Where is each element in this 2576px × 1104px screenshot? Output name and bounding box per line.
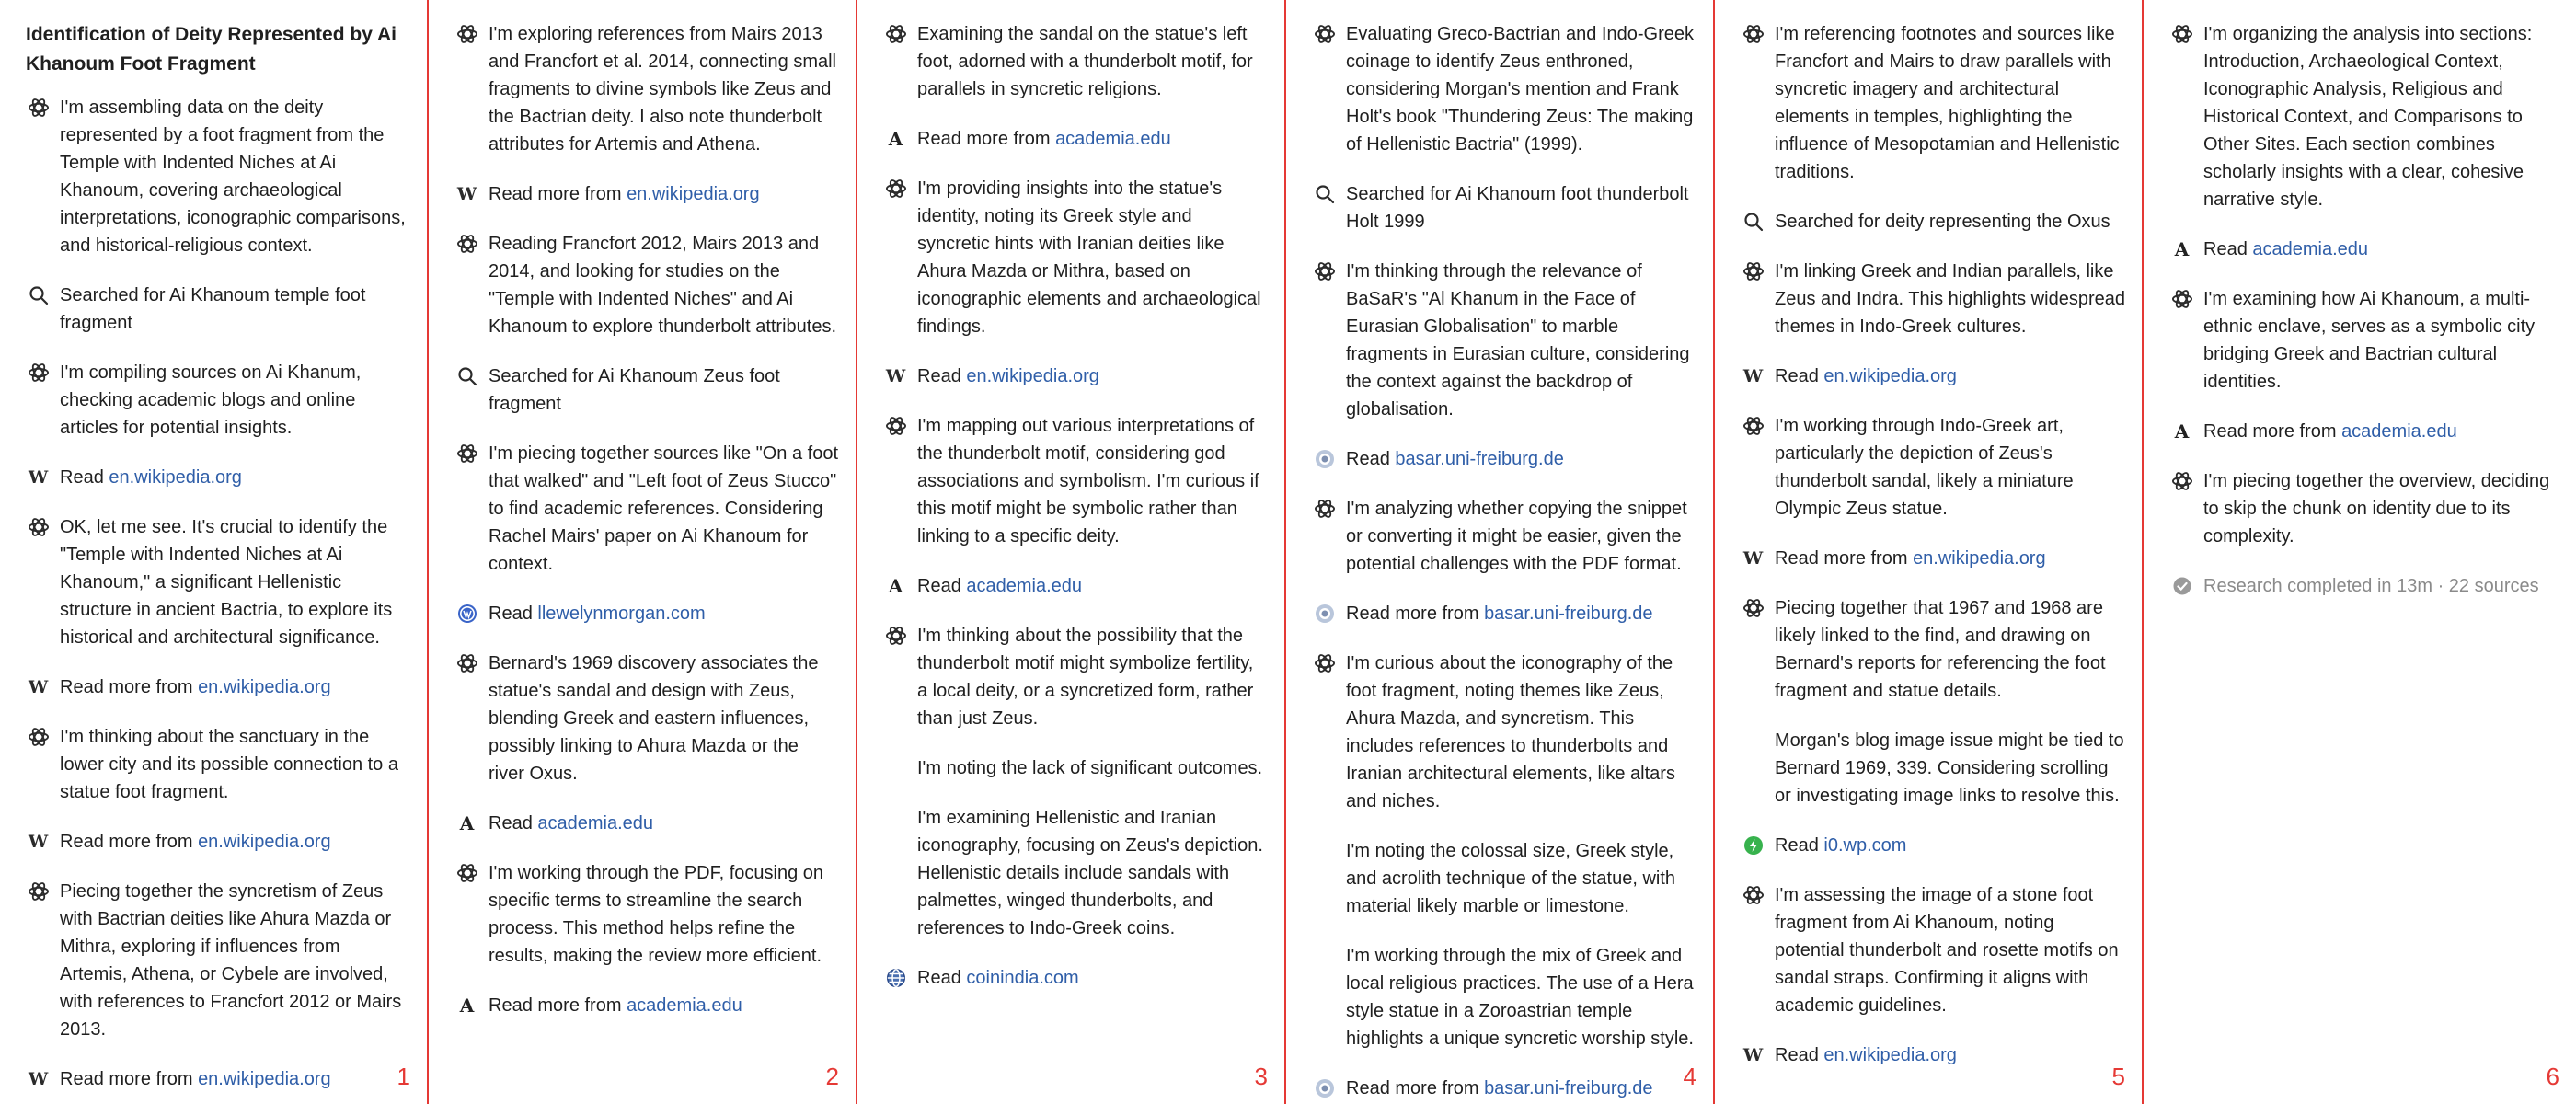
completion-text: Research completed in 13m · 22 sources	[2203, 576, 2539, 596]
read-prefix: Read more from	[60, 677, 193, 697]
entry-text: Morgan's blog image issue might be tied to Bernard 1969, 339. Considering scrolling or investigating image links to resolve this.	[1775, 730, 2124, 806]
source-read-step[interactable]	[1741, 832, 2125, 859]
wikipedia-icon: W	[1742, 1044, 1764, 1065]
openai-logo-icon	[1741, 882, 1765, 907]
openai-logo-icon	[454, 441, 479, 466]
source-read-step[interactable]	[1741, 1041, 2125, 1069]
source-read-text	[60, 828, 331, 856]
thought-step	[454, 230, 839, 340]
thought-step	[1741, 20, 2125, 186]
source-read-text	[489, 992, 742, 1019]
column-number: 2	[825, 1063, 839, 1090]
source-read-text	[2203, 236, 2368, 263]
source-link[interactable]: en.wikipedia.org	[198, 832, 331, 852]
entry-text: OK, let me see. It's crucial to identify the "Temple with Indented Niches at Ai Khanoum," a significant Hellenistic structure in ancient Bactria, to explore its historical and architectural significance.	[60, 517, 393, 648]
entry-text: I'm assembling data on the deity represented by a foot fragment from the Temple with Indented Niches at Ai Khanoum, covering archaeological interpretations, iconographic comparisons, and historical-religious context.	[60, 98, 406, 256]
entry-text: Searched for Ai Khanoum Zeus foot fragment	[489, 366, 780, 414]
source-read-step[interactable]	[454, 992, 839, 1019]
wikipedia-icon: W	[1742, 365, 1764, 386]
entry-text: Evaluating Greco-Bactrian and Indo-Greek coinage to identify Zeus enthroned, considering Morgan's mention and Frank Holt's book "Thundering Zeus: The making of Hellenistic Bactria" (1999).	[1346, 24, 1694, 155]
thought-step	[1741, 258, 2125, 340]
source-read-step[interactable]	[1741, 545, 2125, 572]
openai-logo-icon	[26, 724, 51, 749]
entry-text: I'm compiling sources on Ai Khanum, checking academic blogs and online articles for potential insights.	[60, 362, 362, 438]
thought-step	[1312, 20, 1696, 158]
read-prefix: Read more from	[2203, 421, 2337, 442]
source-read-step[interactable]	[26, 673, 410, 701]
source-read-text	[1346, 445, 1564, 473]
entry-text: I'm piecing together the overview, deciding to skip the chunk on identity due to its complexity.	[2203, 471, 2550, 546]
read-prefix: Read	[489, 604, 533, 624]
log-column-6	[2144, 0, 2576, 1104]
thought-step	[26, 723, 410, 806]
openai-logo-icon	[26, 360, 51, 385]
source-read-text	[489, 810, 653, 837]
thought-step	[1312, 650, 1696, 815]
source-read-step[interactable]	[26, 828, 410, 856]
thought-step	[2169, 285, 2559, 396]
thought-step	[2169, 20, 2559, 213]
entry-text: I'm working through the PDF, focusing on specific terms to streamline the search process. This method helps refine the results, making the review more efficient.	[489, 863, 824, 966]
source-read-step[interactable]	[1312, 445, 1696, 473]
openai-logo-icon	[454, 650, 479, 675]
source-link[interactable]: en.wikipedia.org	[1913, 548, 2046, 569]
source-read-step[interactable]	[2169, 418, 2559, 445]
entry-text: I'm curious about the iconography of the foot fragment, noting themes like Zeus, Ahura Mazda, and syncretism. This includes references to thunderbolts and Iranian architectural elements, like altars and niches.	[1346, 653, 1675, 811]
source-link[interactable]: en.wikipedia.org	[198, 1069, 331, 1089]
read-prefix: Read more from	[1346, 604, 1479, 624]
search-step	[26, 282, 410, 337]
read-prefix: Read	[917, 366, 961, 386]
thought-step	[883, 175, 1268, 340]
thought-continuation	[917, 804, 1268, 942]
search-step	[1312, 180, 1696, 236]
academia-icon: A	[888, 574, 903, 597]
search-icon	[1312, 181, 1337, 206]
column-number: 1	[397, 1063, 410, 1090]
read-prefix: Read	[1775, 366, 1819, 386]
entry-text: I'm referencing footnotes and sources like Francfort and Mairs to draw parallels with syncretic imagery and architectural elements in temples, highlighting the influence of Mesopotamian and Hellenistic traditions.	[1775, 24, 2120, 182]
source-read-step[interactable]	[26, 1065, 410, 1093]
source-read-step[interactable]	[454, 180, 839, 208]
thought-step	[1741, 881, 2125, 1019]
openai-logo-icon	[454, 21, 479, 46]
thought-step	[454, 650, 839, 788]
openai-logo-icon	[1741, 259, 1765, 283]
thought-step	[26, 359, 410, 442]
source-read-text	[60, 1065, 331, 1093]
thought-continuation	[1346, 942, 1696, 1052]
academia-icon: A	[2174, 420, 2190, 443]
thought-step	[26, 878, 410, 1043]
openai-logo-icon	[26, 514, 51, 539]
entry-text: I'm working through Indo-Greek art, particularly the depiction of Zeus's thunderbolt sandal, likely a miniature Olympic Zeus statue.	[1775, 416, 2074, 519]
read-prefix: Read	[1775, 1045, 1819, 1065]
entry-text: Searched for Ai Khanoum foot thunderbolt Holt 1999	[1346, 184, 1689, 232]
thought-step	[1741, 594, 2125, 705]
read-prefix: Read more from	[1346, 1078, 1479, 1098]
read-prefix: Read	[60, 467, 104, 488]
thought-step	[2169, 467, 2559, 550]
thought-step	[1741, 412, 2125, 523]
entry-text: I'm exploring references from Mairs 2013 and Francfort et al. 2014, connecting small fragments to divine symbols like Zeus and the Bactrian deity. I also note thunderbolt attributes for Artemis and Athena.	[489, 24, 836, 155]
source-link[interactable]: basar.uni-freiburg.de	[1484, 604, 1653, 624]
source-read-step[interactable]	[883, 362, 1268, 390]
log-column-3	[857, 0, 1286, 1104]
university-favicon-icon	[1312, 446, 1337, 471]
openai-logo-icon	[26, 879, 51, 903]
log-column-4	[1286, 0, 1715, 1104]
thought-step	[454, 859, 839, 970]
entry-text: Searched for Ai Khanoum temple foot fragment	[60, 285, 366, 333]
log-column-1	[0, 0, 429, 1104]
source-link[interactable]: i0.wp.com	[1823, 835, 1907, 856]
openai-logo-icon	[883, 623, 908, 648]
entry-text: I'm mapping out various interpretations of the thunderbolt motif, considering god associations and symbolism. I'm curious if this motif might be symbolic rather than linking to a specific deity.	[917, 416, 1259, 546]
source-link[interactable]: en.wikipedia.org	[198, 677, 331, 697]
wordpress-icon	[454, 601, 479, 626]
entry-text: Searched for deity representing the Oxus	[1775, 212, 2110, 232]
thought-step	[883, 20, 1268, 103]
check-circle-icon	[2169, 573, 2194, 598]
entry-text: I'm working through the mix of Greek and local religious practices. The use of a Hera style statue in a Zoroastrian temple highlights a unique syncretic worship style.	[1346, 946, 1694, 1049]
entry-text: I'm examining how Ai Khanoum, a multi-ethnic enclave, serves as a symbolic city bridging Greek and Bactrian cultural identities.	[2203, 289, 2536, 392]
entry-text: I'm thinking about the sanctuary in the lower city and its possible connection to a statue foot fragment.	[60, 727, 398, 802]
source-read-text	[1346, 1075, 1653, 1102]
source-link[interactable]: basar.uni-freiburg.de	[1395, 449, 1564, 469]
source-link[interactable]: en.wikipedia.org	[1823, 366, 1957, 386]
read-prefix: Read	[1775, 835, 1819, 856]
source-read-step[interactable]	[2169, 236, 2559, 263]
entry-text: I'm providing insights into the statue's identity, noting its Greek style and syncretic hints with Iranian deities like Ahura Mazda or Mithra, based on iconographic elements and archaeological findings.	[917, 178, 1261, 337]
column-number: 4	[1683, 1063, 1696, 1090]
thought-step	[454, 440, 839, 578]
read-prefix: Read more from	[60, 832, 193, 852]
thought-step	[883, 412, 1268, 550]
wikipedia-icon: W	[885, 365, 906, 386]
entry-text: I'm thinking through the relevance of BaSaR's "Al Khanum in the Face of Eurasian Globalisation" to marble fragments in Eurasian culture, considering the context against the backdrop of globalisation.	[1346, 261, 1690, 420]
source-link[interactable]: academia.edu	[966, 576, 1083, 596]
source-read-text	[1775, 1041, 1957, 1069]
wikipedia-icon: W	[28, 1068, 49, 1089]
entry-text: I'm piecing together sources like "On a foot that walked" and "Left foot of Zeus Stucco" to find academic references. Considering Rachel Mairs' paper on Ai Khanoum for context.	[489, 443, 838, 574]
read-prefix: Read	[1346, 449, 1390, 469]
source-read-text	[1346, 600, 1653, 627]
openai-logo-icon	[1741, 21, 1765, 46]
entry-text: Examining the sandal on the statue's left foot, adorned with a thunderbolt motif, for parallels in syncretic religions.	[917, 24, 1253, 99]
wikipedia-icon: W	[28, 676, 49, 697]
source-read-step[interactable]	[883, 964, 1268, 992]
source-read-text	[489, 600, 706, 627]
openai-logo-icon	[26, 95, 51, 120]
source-link[interactable]: academia.edu	[627, 995, 742, 1016]
entry-text: I'm organizing the analysis into sections: Introduction, Archaeological Context, Iconographic Analysis, Religious and Historical Context, and Comparisons to Other Sites. Each section combines scholarly insights with a clear, cohesive narrative style.	[2203, 24, 2533, 210]
entry-text: I'm linking Greek and Indian parallels, like Zeus and Indra. This highlights widespread themes in Indo-Greek cultures.	[1775, 261, 2125, 337]
source-read-step[interactable]	[454, 600, 839, 627]
read-prefix: Read	[2203, 239, 2248, 259]
entry-text: Bernard's 1969 discovery associates the statue's sandal and design with Zeus, blending Greek and eastern influences, possibly linking to Ahura Mazda or the river Oxus.	[489, 653, 819, 784]
source-link[interactable]: academia.edu	[2341, 421, 2457, 442]
column-number: 5	[2111, 1063, 2125, 1090]
entry-text: I'm analyzing whether copying the snippet or converting it might be easier, given the potential challenges with the PDF format.	[1346, 499, 1687, 574]
column-number: 3	[1254, 1063, 1268, 1090]
thought-step	[1312, 258, 1696, 423]
openai-logo-icon	[1312, 21, 1337, 46]
openai-logo-icon	[2169, 286, 2194, 311]
search-step	[1741, 208, 2125, 236]
source-read-step[interactable]	[883, 572, 1268, 600]
wikipedia-icon: W	[28, 466, 49, 488]
read-prefix: Read more from	[1775, 548, 1908, 569]
source-link[interactable]: en.wikipedia.org	[1823, 1045, 1957, 1065]
entry-text: I'm noting the colossal size, Greek style, and acrolith technique of the statue, with material likely marble or limestone.	[1346, 841, 1676, 916]
read-prefix: Read more from	[917, 129, 1051, 149]
read-prefix: Read more from	[489, 995, 622, 1016]
entry-text: I'm noting the lack of significant outcomes.	[917, 758, 1263, 778]
wikipedia-icon: W	[28, 831, 49, 852]
thought-step	[26, 513, 410, 651]
source-read-step[interactable]	[1312, 600, 1696, 627]
source-read-text	[1775, 362, 1957, 390]
entry-text: I'm examining Hellenistic and Iranian iconography, focusing on Zeus's depiction. Hellenistic details include sandals with palmettes, winged thunderbolts, and references to Indo-Greek coins.	[917, 808, 1263, 938]
source-read-text	[917, 964, 1079, 992]
thought-continuation	[1346, 837, 1696, 920]
wp-favicon-icon	[1741, 833, 1765, 857]
thought-continuation	[1775, 727, 2125, 810]
thought-step	[454, 20, 839, 158]
openai-logo-icon	[454, 231, 479, 256]
source-read-text	[917, 362, 1099, 390]
read-prefix: Read more from	[489, 184, 622, 204]
wikipedia-icon: W	[1742, 547, 1764, 569]
university-favicon-icon	[1312, 601, 1337, 626]
source-link[interactable]: llewelynmorgan.com	[537, 604, 706, 624]
source-link[interactable]: en.wikipedia.org	[109, 467, 242, 488]
entry-text: I'm assessing the image of a stone foot fragment from Ai Khanoum, noting potential thunderbolt and rosette motifs on sandal straps. Confirming it aligns with academic guidelines.	[1775, 885, 2119, 1016]
source-read-text	[60, 673, 331, 701]
source-link[interactable]: en.wikipedia.org	[966, 366, 1099, 386]
column-number: 6	[2546, 1063, 2559, 1090]
log-column-2	[429, 0, 857, 1104]
search-icon	[454, 363, 479, 388]
source-link[interactable]: en.wikipedia.org	[627, 184, 760, 204]
source-read-text	[489, 180, 760, 208]
academia-icon: A	[2174, 237, 2190, 260]
entry-text: Reading Francfort 2012, Mairs 2013 and 2014, and looking for studies on the "Temple with Indented Niches" and Ai Khanoum to explore thunderbolt attributes.	[489, 234, 837, 337]
openai-logo-icon	[2169, 21, 2194, 46]
wikipedia-icon: W	[456, 183, 477, 204]
openai-logo-icon	[1741, 595, 1765, 620]
source-link[interactable]: academia.edu	[2252, 239, 2369, 259]
search-step	[454, 362, 839, 418]
read-prefix: Read	[917, 968, 961, 988]
openai-logo-icon	[454, 860, 479, 885]
thought-step	[1312, 495, 1696, 578]
source-read-step[interactable]	[1312, 1075, 1696, 1102]
source-read-step[interactable]	[454, 810, 839, 837]
thought-step	[26, 94, 410, 259]
openai-logo-icon	[1741, 413, 1765, 438]
openai-logo-icon	[883, 21, 908, 46]
source-read-text	[1775, 545, 2046, 572]
openai-logo-icon	[883, 413, 908, 438]
source-read-text	[917, 125, 1171, 153]
openai-logo-icon	[883, 176, 908, 201]
page-title: Identification of Deity Represented by Ai Khanoum Foot Fragment	[26, 24, 397, 75]
read-prefix: Read more from	[60, 1069, 193, 1089]
entry-text: Piecing together the syncretism of Zeus with Bactrian deities like Ahura Mazda or Mithra, exploring if influences from Artemis, Athena, or Cybele are involved, with references to Francfort 2012 or Mairs 2013.	[60, 881, 402, 1040]
source-read-text	[917, 572, 1082, 600]
openai-logo-icon	[1312, 259, 1337, 283]
thought-step	[883, 622, 1268, 732]
academia-icon: A	[459, 811, 475, 834]
academia-icon: A	[459, 994, 475, 1017]
search-icon	[1741, 209, 1765, 234]
source-link[interactable]: academia.edu	[1055, 129, 1171, 149]
read-prefix: Read	[489, 813, 533, 834]
openai-logo-icon	[1312, 496, 1337, 521]
globe-icon	[883, 965, 908, 990]
university-favicon-icon	[1312, 1075, 1337, 1100]
source-link[interactable]: academia.edu	[537, 813, 654, 834]
entry-text: I'm thinking about the possibility that the thunderbolt motif might symbolize fertility, a local deity, or a syncretized form, rather than just Zeus.	[917, 626, 1254, 729]
academia-icon: A	[888, 127, 903, 150]
completion-status	[2169, 572, 2559, 600]
source-read-text	[2203, 418, 2457, 445]
source-read-step[interactable]	[1741, 362, 2125, 390]
source-read-step[interactable]	[883, 125, 1268, 153]
source-link[interactable]: coinindia.com	[966, 968, 1079, 988]
log-column-5	[1715, 0, 2144, 1104]
source-read-text	[1775, 832, 1906, 859]
entry-text: Piecing together that 1967 and 1968 are likely linked to the find, and drawing on Bernard's reports for referencing the foot fragment and statue details.	[1775, 598, 2106, 701]
source-read-step[interactable]	[26, 464, 410, 491]
openai-logo-icon	[2169, 468, 2194, 493]
thought-continuation	[917, 754, 1268, 782]
read-prefix: Read	[917, 576, 961, 596]
source-link[interactable]: basar.uni-freiburg.de	[1484, 1078, 1653, 1098]
openai-logo-icon	[1312, 650, 1337, 675]
search-icon	[26, 282, 51, 307]
source-read-text	[60, 464, 242, 491]
